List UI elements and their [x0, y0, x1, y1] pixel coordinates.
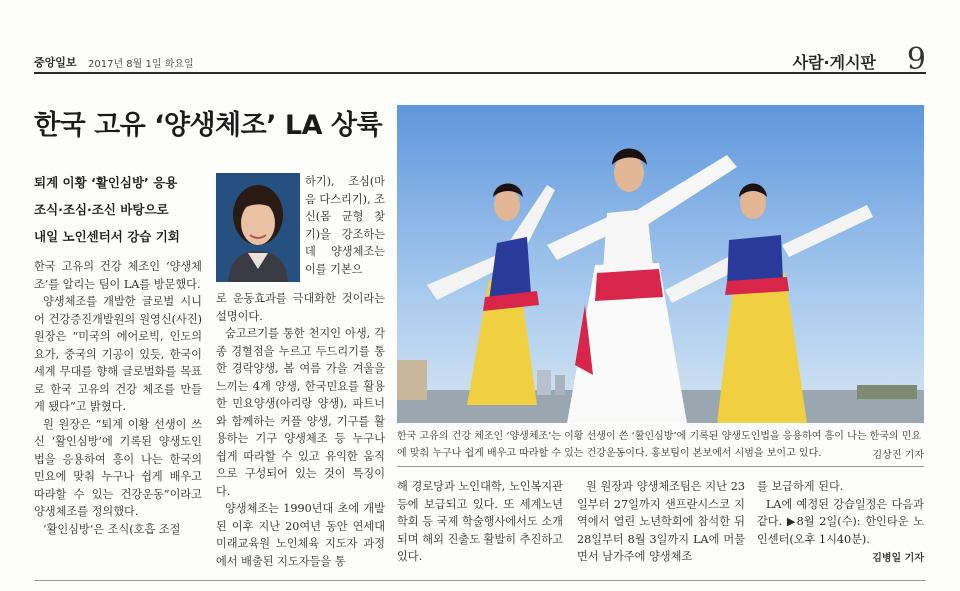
article-headline: 한국 고유 ‘양생체조’ LA 상륙	[34, 110, 383, 141]
paragraph: ‘활인심방’은 조식(호흡 조절	[42, 522, 181, 536]
photo-credit: 김상진 기자	[872, 450, 924, 461]
section-title: 사람·게시판	[792, 53, 876, 72]
article-column-1	[34, 258, 202, 538]
article-column-5	[757, 478, 924, 548]
page-number: 9	[906, 42, 926, 77]
article-column-2	[216, 290, 385, 570]
subhead-2: 조식·조심·조신 바탕으로	[34, 202, 169, 217]
paragraph: 양생체조를 개발한 글로벌 시니어 건강증진개발원의 원영신(사진) 원장은 “미국의 에어로빅, 인도의 요가, 중국의 기공이 있듯, 한국이 세계 무대를 향해 글로벌화를 목표로 한국 고유의 건강 체조를 만들게 됐다”고 밝혔다.	[34, 295, 202, 413]
paragraph: 양생체조는 1990년대 초에 개발된 이후 지난 20여년 동안 연세대 미래교육원 노인체육 지도자 과정에서 배출된 지도자들을 통	[216, 502, 385, 568]
issue-date: 2017년 8월 1일 화요일	[88, 59, 194, 70]
page-header	[34, 42, 926, 77]
divider	[397, 466, 924, 467]
article-column-3	[397, 478, 563, 566]
dancers-image	[397, 105, 924, 423]
paragraph: 를 보급하게 된다.	[757, 480, 844, 493]
divider	[34, 580, 926, 581]
paragraph: 하기), 조심(마음 다스리기), 조신(몸 균형 찾기)을 강조하는데 양생체조는 이를 기본으	[305, 175, 385, 276]
paragraph: 원 원장과 양생체조팀은 지난 23일부터 27일까지 샌프란시스코 지역에서 열린 노년학회에 참석한 뒤 28일부터 8월 3일까지 LA에 머물면서 남가주에 양생체조	[577, 480, 745, 563]
portrait-image	[216, 173, 300, 282]
article-column-2-top	[305, 173, 385, 278]
paragraph: 해 경로당과 노인대학, 노인복지관 등에 보급되고 있다. 또 세계노년학회 등 국제 학술행사에서도 소개되며 해외 진출도 활발히 추진하고 있다.	[397, 480, 563, 563]
author-portrait	[216, 173, 300, 282]
byline: 김병일 기자	[872, 553, 924, 564]
paragraph: 한국 고유의 건강 체조인 ‘양생체조’를 알리는 팀이 LA를 방문했다.	[34, 260, 202, 291]
paragraph: LA에 예정된 강습일정은 다음과 같다. ▶8월 2일(수): 한인타운 노인센터(오후 1시40분).	[757, 497, 924, 546]
article-column-4	[577, 478, 745, 566]
subhead-3: 내일 노인센터서 강습 기회	[34, 229, 180, 244]
feature-photo	[397, 105, 924, 423]
photo-caption: 한국 고유의 건강 체조인 ‘양생체조’는 이황 선생이 쓴 ‘활인심방’에 기록된 양생도인법을 응용하여 흥이 나는 한국의 민요에 맞춰 누구나 쉽게 배우고 따라할 수 있는 건강운동이다. 홍보팀이 본보에서 시범을 보이고 있다.	[397, 431, 922, 459]
paragraph: 로 운동효과를 극대화한 것이라는 설명이다.	[216, 292, 385, 323]
paragraph: 원 원장은 “퇴계 이황 선생이 쓰신 ‘활인심방’에 기록된 양생도인법을 응용하여 흥이 나는 한국의 민요에 맞춰 누구나 쉽게 배우고 따라할 수 있는 건강운동”이라고 양생체조를 정의했다.	[34, 417, 202, 518]
paragraph: 숨고르기를 통한 천지인 아생, 각종 경혈점을 누르고 두드리기를 통한 경락양생, 봄 여름 가을 겨울을 느끼는 4계 양생, 한국민요를 활용한 민요양생(아리랑 양생), 파트너와 함께하는 커플 양생, 기구를 활용하는 기구 양생체조 등 누구나 쉽게 따라할 수 있고 유익한 움직으로 구성되어 있는 것이 특징이다.	[216, 327, 385, 498]
newspaper-logo: 중앙일보	[34, 56, 77, 69]
subhead-1: 퇴계 이황 ‘활인심방’ 응용	[34, 175, 178, 190]
